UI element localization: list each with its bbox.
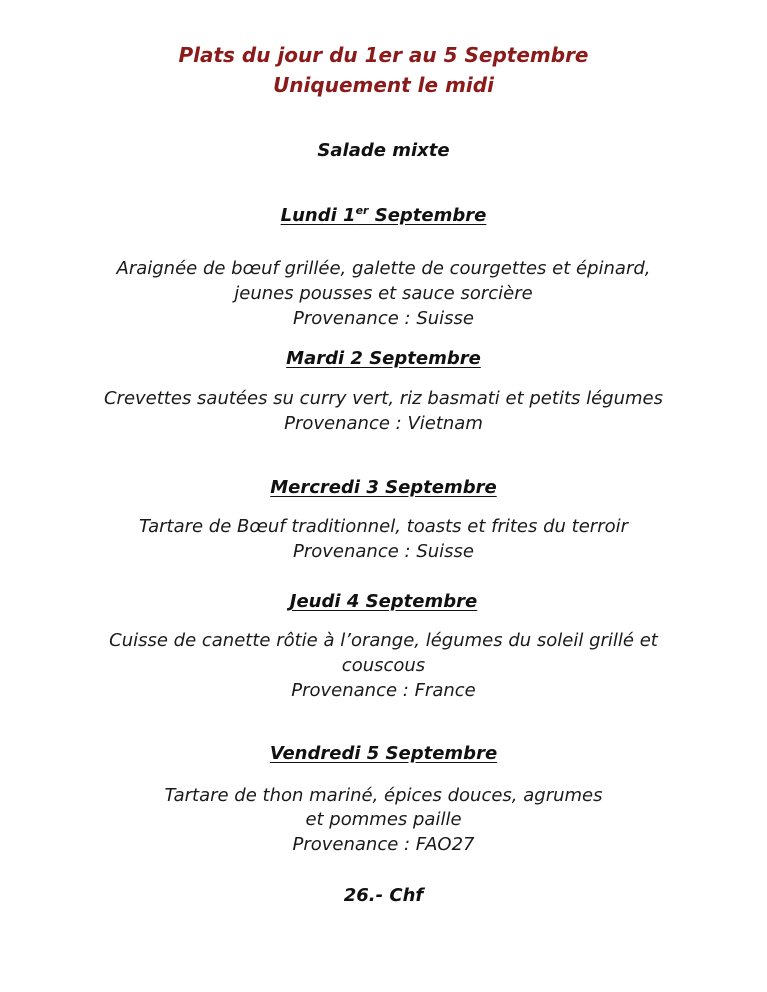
day-heading-wednesday-text: Mercredi 3 Septembre xyxy=(270,477,497,498)
day-heading-monday xyxy=(0,204,767,228)
origin-tuesday: Provenance : Vietnam xyxy=(284,413,483,434)
menu-title-line-1: Plats du jour du 1er au 5 Septembre xyxy=(178,43,589,67)
dish-tuesday-line-1: Crevettes sautées su curry vert, riz basmati et petits légumes xyxy=(103,388,663,409)
day-heading-monday-ordinal: er xyxy=(355,204,369,217)
price-label: 26.- Chf xyxy=(343,885,424,906)
dish-monday-line-1: Araignée de bœuf grillée, galette de courgettes et épinard, xyxy=(116,258,651,279)
dish-wednesday-line-1: Tartare de Bœuf traditionnel, toasts et frites du terroir xyxy=(138,516,629,537)
day-heading-monday-prefix: Lundi 1 xyxy=(280,205,356,226)
dish-friday-line-2: et pommes paille xyxy=(305,809,462,830)
day-heading-thursday xyxy=(0,590,767,614)
starter-label: Salade mixte xyxy=(317,140,450,161)
day-heading-friday-text: Vendredi 5 Septembre xyxy=(269,743,498,764)
menu-title-line-2: Uniquement le midi xyxy=(273,73,494,97)
day-heading-monday-suffix: Septembre xyxy=(368,205,487,226)
origin-thursday: Provenance : France xyxy=(291,680,476,701)
dish-monday-line-2: jeunes pousses et sauce sorcière xyxy=(234,283,533,304)
day-heading-friday xyxy=(0,742,767,766)
day-heading-tuesday xyxy=(0,347,767,371)
origin-monday: Provenance : Suisse xyxy=(293,308,474,329)
day-heading-thursday-text: Jeudi 4 Septembre xyxy=(289,591,478,612)
day-heading-tuesday-text: Mardi 2 Septembre xyxy=(286,348,481,369)
dish-thursday-line-2: couscous xyxy=(341,655,426,676)
origin-friday: Provenance : FAO27 xyxy=(292,834,475,855)
dish-friday-line-1: Tartare de thon mariné, épices douces, agrumes xyxy=(164,785,603,806)
origin-wednesday: Provenance : Suisse xyxy=(293,541,474,562)
dish-thursday-line-1: Cuisse de canette rôtie à l’orange, légumes du soleil grillé et xyxy=(109,630,658,651)
day-heading-wednesday xyxy=(0,476,767,500)
